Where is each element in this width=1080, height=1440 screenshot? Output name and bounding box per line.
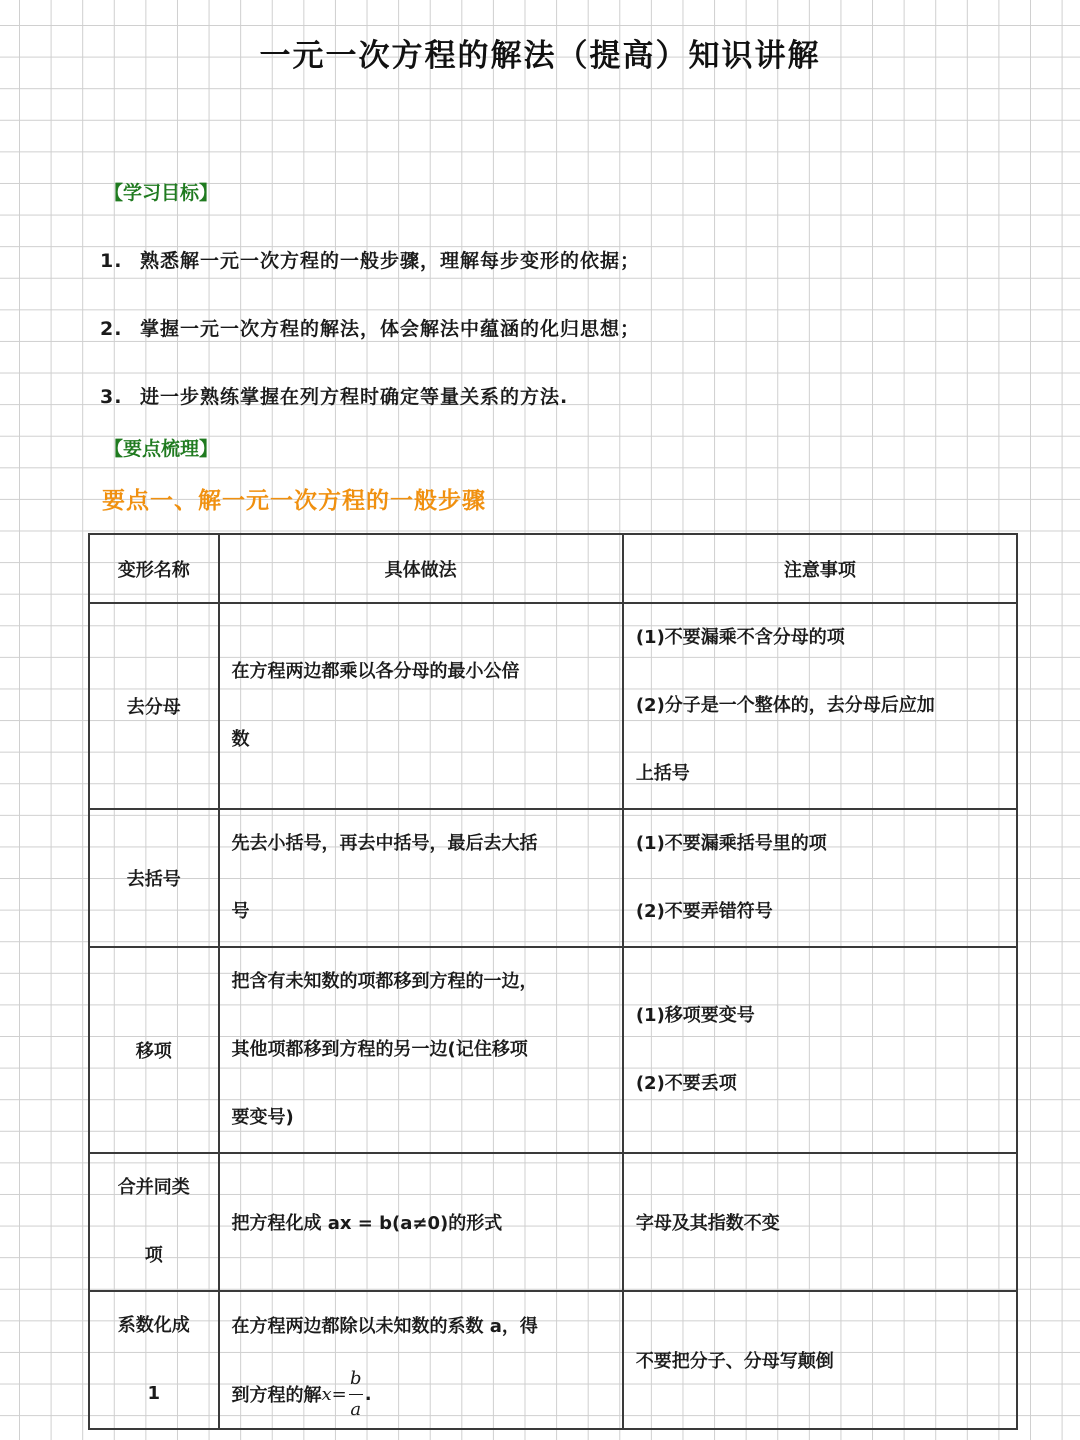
learning-goals-label: 【学习目标】 [104,182,219,204]
goal-item-2 [100,314,640,341]
note-line: 字母及其指数不变 [635,1213,780,1234]
goal-number: 2. [100,318,123,340]
table-row [89,1153,1017,1291]
row-name-cell [89,809,219,947]
fraction-numerator: b [350,1367,362,1389]
point-one-title: 要点一、解一元一次方程的一般步骤 [102,488,486,514]
row-notes-cell [623,1153,1017,1291]
method-line: 把方程化成 ax = b(a≠0)的形式 [231,1213,503,1234]
header-notes: 注意事项 [623,534,1017,603]
note-line: (2)分子是一个整体的，去分母后应加 [635,695,935,716]
note-line: (1)不要漏乘括号里的项 [635,833,827,854]
row-name: 去括号 [126,869,181,890]
header-method: 具体做法 [219,534,623,603]
goal-text: 掌握一元一次方程的解法，体会解法中蕴涵的化归思想； [140,318,641,340]
header-transform-name: 变形名称 [89,534,219,603]
goal-number: 3. [100,386,123,408]
fraction [349,1364,363,1425]
note-line: 上括号 [635,763,690,784]
row-name: 移项 [135,1041,172,1062]
row-method-cell [219,947,623,1153]
row-name: 项 [144,1245,163,1266]
row-notes-cell [623,809,1017,947]
table-row [89,1291,1017,1429]
row-notes-cell [623,1291,1017,1429]
fraction-denominator: a [350,1398,362,1420]
method-line: 其他项都移到方程的另一边(记住移项 [231,1039,528,1060]
row-method-cell [219,1291,623,1429]
method-line: 数 [231,729,250,750]
formula-equals: = [331,1383,347,1405]
table-row [89,947,1017,1153]
note-line: 不要把分子、分母写颠倒 [635,1351,834,1372]
row-name-cell [89,947,219,1153]
note-line: (1)移项要变号 [635,1005,755,1026]
method-line: 先去小括号，再去中括号，最后去大括 [231,833,538,854]
row-method-cell [219,603,623,809]
steps-table [88,533,1018,1430]
goal-item-3 [100,382,568,409]
method-line: 在方程两边都乘以各分母的最小公倍 [231,661,520,682]
row-name: 合并同类 [117,1177,190,1198]
row-name-cell [89,1153,219,1291]
row-name: 去分母 [126,697,181,718]
row-notes-cell [623,603,1017,809]
solution-formula [232,1361,610,1427]
goal-text: 进一步熟练掌握在列方程时确定等量关系的方法. [140,386,569,408]
row-name: 1 [147,1383,161,1404]
key-points-label: 【要点梳理】 [104,438,219,460]
row-name: 系数化成 [117,1315,190,1336]
method-line: 号 [231,901,250,922]
method-line: 在方程两边都除以未知数的系数 a，得 [231,1316,538,1337]
goal-text: 熟悉解一元一次方程的一般步骤，理解每步变形的依据； [140,250,641,272]
table-row [89,809,1017,947]
note-line: (2)不要丢项 [635,1073,737,1094]
formula-suffix: . [364,1383,372,1405]
row-notes-cell [623,947,1017,1153]
formula-prefix: 到方程的解 [231,1385,322,1406]
row-name-cell [89,1291,219,1429]
table-row [89,603,1017,809]
row-method-cell [219,809,623,947]
goal-number: 1. [100,250,123,272]
row-name-cell [89,603,219,809]
note-line: (2)不要弄错符号 [635,901,773,922]
row-method-cell [219,1153,623,1291]
method-line: 把含有未知数的项都移到方程的一边， [231,971,538,992]
formula-variable: x [321,1383,332,1405]
table-header-row [89,534,1017,603]
page-title: 一元一次方程的解法（提高）知识讲解 [259,38,821,74]
note-line: (1)不要漏乘不含分母的项 [635,627,845,648]
goal-item-1 [100,246,640,273]
method-line: 要变号) [231,1107,294,1128]
